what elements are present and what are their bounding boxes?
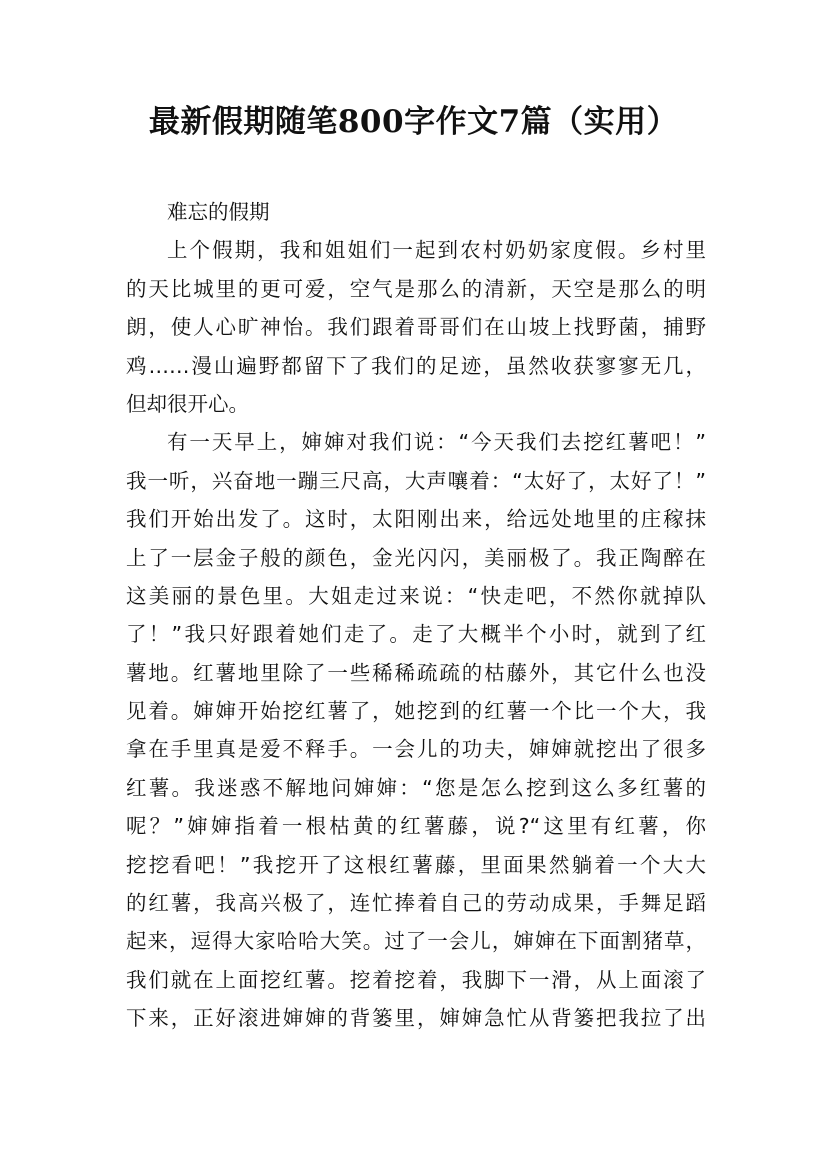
paragraph-line: 的红薯，我高兴极了，连忙捧着自己的劳动成果，手舞足蹈 [126,891,706,916]
paragraph-line: 拿在手里真是爱不释手。一会儿的功夫，婶婶就挖出了很多 [126,737,706,762]
paragraph-line: 红薯。我迷惑不解地问婶婶：“您是怎么挖到这么多红薯的 [126,775,706,800]
paragraph-line: 这美丽的景色里。大姐走过来说：“快走吧，不然你就掉队 [126,583,706,608]
paragraph-line: 但却很开心。 [126,391,249,416]
section-heading: 难忘的假期 [167,200,270,224]
paragraph-line: 起来，逗得大家哈哈大笑。过了一会儿，婶婶在下面割猪草， [126,929,706,954]
paragraph-line: 我们就在上面挖红薯。挖着挖着，我脚下一滑，从上面滚了 [126,967,706,992]
paragraph-line: 上个假期，我和姐姐们一起到农村奶奶家度假。乡村里 [167,238,706,263]
paragraph-line: 鸡……漫山遍野都留下了我们的足迹，虽然收获寥寥无几， [126,353,706,378]
paragraph-line: 我一听，兴奋地一蹦三尺高，大声嚷着：“太好了，太好了！” [126,468,706,493]
document-body [126,193,706,1038]
paragraph-line: 见着。婶婶开始挖红薯了，她挖到的红薯一个比一个大，我 [126,699,706,724]
paragraph-line: 薯地。红薯地里除了一些稀稀疏疏的枯藤外，其它什么也没 [126,660,706,685]
paragraph-line: 了！”我只好跟着她们走了。走了大概半个小时，就到了红 [126,622,706,647]
paragraph-line: 下来，正好滚进婶婶的背篓里，婶婶急忙从背篓把我拉了出 [126,1006,706,1031]
paragraph-line: 有一天早上，婶婶对我们说：“今天我们去挖红薯吧！” [167,430,706,455]
document-title: 最新假期随笔800字作文7篇（实用） [148,104,679,140]
paragraph-line: 朗，使人心旷神怡。我们跟着哥哥们在山坡上找野菌，捕野 [126,315,706,340]
paragraph-line: 呢？”婶婶指着一根枯黄的红薯藤，说?“这里有红薯，你 [126,814,706,839]
paragraph-line: 上了一层金子般的颜色，金光闪闪，美丽极了。我正陶醉在 [126,545,706,570]
paragraph-line: 的天比城里的更可爱，空气是那么的清新，天空是那么的明 [126,276,706,301]
paragraph-line: 挖挖看吧！”我挖开了这根红薯藤，里面果然躺着一个大大 [126,852,706,877]
paragraph-line: 我们开始出发了。这时，太阳刚出来，给远处地里的庄稼抹 [126,507,706,532]
